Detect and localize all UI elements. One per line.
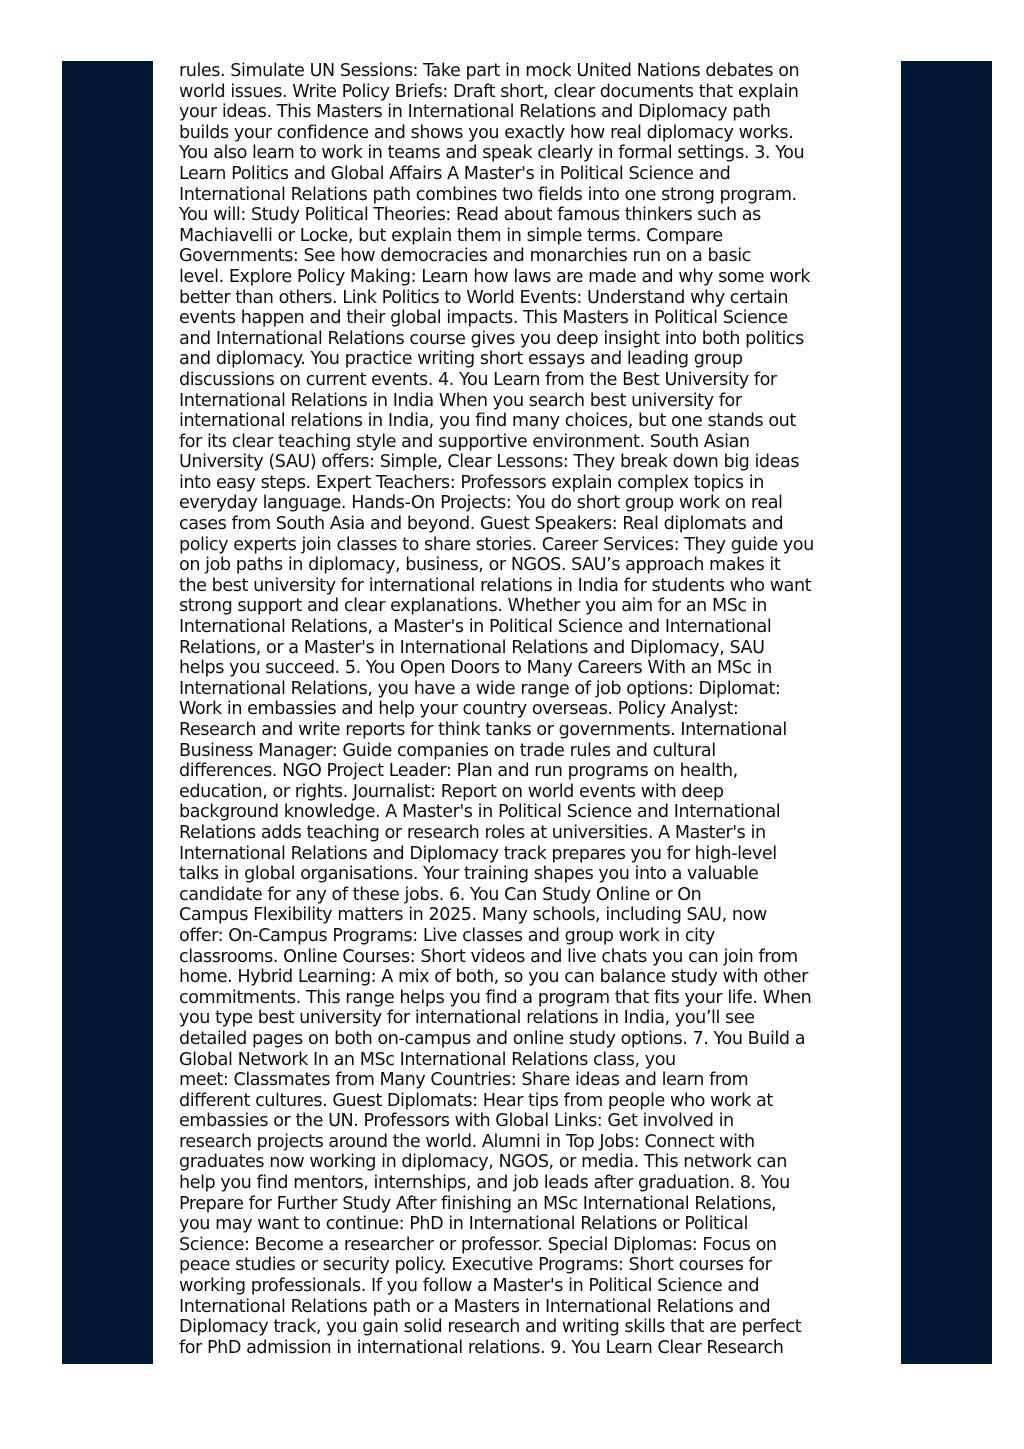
text-line: policy experts join classes to share stories. Career Services: They guide you <box>179 534 814 555</box>
text-line: offer: On-Campus Programs: Live classes and group work in city <box>179 925 715 946</box>
text-line: builds your confidence and shows you exactly how real diplomacy works. <box>179 122 794 143</box>
text-line: different cultures. Guest Diplomats: Hear tips from people who work at <box>179 1090 773 1111</box>
text-line: detailed pages on both on-campus and online study options. 7. You Build a <box>179 1028 806 1049</box>
text-line: International Relations and Diplomacy track prepares you for high-level <box>179 843 777 864</box>
left-navy-bar <box>62 61 153 1364</box>
text-line: commitments. This range helps you find a program that fits your life. When <box>179 987 812 1008</box>
text-line: cases from South Asia and beyond. Guest Speakers: Real diplomats and <box>179 514 784 535</box>
text-line: you type best university for international relations in India, you’ll see <box>179 1008 755 1029</box>
text-line: working professionals. If you follow a Master's in Political Science and <box>179 1276 760 1297</box>
text-line: and International Relations course gives you deep insight into both politics <box>179 328 804 349</box>
text-line: discussions on current events. 4. You Learn from the Best University for <box>179 369 777 390</box>
text-line: Global Network In an MSc International Relations class, you <box>179 1049 676 1070</box>
text-line: everyday language. Hands-On Projects: You do short group work on real <box>179 493 783 514</box>
text-line: world issues. Write Policy Briefs: Draft short, clear documents that explain <box>179 81 799 102</box>
text-line: meet: Classmates from Many Countries: Share ideas and learn from <box>179 1070 749 1091</box>
text-line: rules. Simulate UN Sessions: Take part in mock United Nations debates on <box>179 61 800 81</box>
text-line: home. Hybrid Learning: A mix of both, so you can balance study with other <box>179 967 808 988</box>
text-line: International Relations path or a Masters in International Relations and <box>179 1296 771 1317</box>
text-line: international relations in India, you find many choices, but one stands out <box>179 411 796 432</box>
text-line: Relations, or a Master's in International Relations and Diplomacy, SAU <box>179 637 765 658</box>
text-line: strong support and clear explanations. Whether you aim for an MSc in <box>179 596 767 617</box>
text-line: better than others. Link Politics to World Events: Understand why certain <box>179 287 789 308</box>
text-line: International Relations path combines two fields into one strong program. <box>179 184 797 205</box>
text-line: into easy steps. Expert Teachers: Professors explain complex topics in <box>179 472 764 493</box>
body-text <box>179 61 894 1364</box>
text-line: events happen and their global impacts. This Masters in Political Science <box>179 308 788 329</box>
text-line: Research and write reports for think tanks or governments. International <box>179 720 787 740</box>
right-navy-bar <box>901 61 992 1364</box>
text-line: the best university for international relations in India for students who want <box>179 575 812 596</box>
text-line: helps you succeed. 5. You Open Doors to Many Careers With an MSc in <box>179 658 772 679</box>
text-line: for PhD admission in international relations. 9. You Learn Clear Research <box>179 1337 784 1358</box>
text-line: candidate for any of these jobs. 6. You Can Study Online or On <box>179 884 702 905</box>
text-line: You also learn to work in teams and speak clearly in formal settings. 3. You <box>179 143 805 164</box>
text-line: Governments: See how democracies and monarchies run on a basic <box>179 246 751 267</box>
text-line: Work in embassies and help your country overseas. Policy Analyst: <box>179 699 739 720</box>
text-line: your ideas. This Masters in International Relations and Diplomacy path <box>179 102 771 123</box>
text-line: Relations adds teaching or research roles at universities. A Master's in <box>179 822 766 843</box>
text-line: International Relations, you have a wide range of job options: Diplomat: <box>179 678 781 699</box>
text-line: Business Manager: Guide companies on trade rules and cultural <box>179 740 716 761</box>
text-line: Diplomacy track, you gain solid research and writing skills that are perfect <box>179 1317 802 1338</box>
text-line: University (SAU) offers: Simple, Clear Lessons: They break down big ideas <box>179 452 800 473</box>
text-line: talks in global organisations. Your training shapes you into a valuable <box>179 864 759 885</box>
text-line: graduates now working in diplomacy, NGOS, or media. This network can <box>179 1152 787 1173</box>
text-line: Learn Politics and Global Affairs A Master's in Political Science and <box>179 163 731 184</box>
text-line: differences. NGO Project Leader: Plan and run programs on health, <box>179 761 738 782</box>
text-line: Science: Become a researcher or professor. Special Diplomas: Focus on <box>179 1234 777 1255</box>
text-line: help you find mentors, internships, and job leads after graduation. 8. You <box>179 1173 790 1194</box>
text-line: classrooms. Online Courses: Short videos and live chats you can join from <box>179 946 798 967</box>
text-line: You will: Study Political Theories: Read about famous thinkers such as <box>179 205 761 226</box>
text-line: research projects around the world. Alumni in Top Jobs: Connect with <box>179 1131 755 1152</box>
text-line: embassies or the UN. Professors with Global Links: Get involved in <box>179 1111 734 1132</box>
text-line: Prepare for Further Study After finishing an MSc International Relations, <box>179 1193 777 1214</box>
text-line: Machiavelli or Locke, but explain them in simple terms. Compare <box>179 225 723 246</box>
text-line: on job paths in diplomacy, business, or NGOS. SAU’s approach makes it <box>179 555 781 576</box>
text-line: peace studies or security policy. Executive Programs: Short courses for <box>179 1255 772 1276</box>
text-line: and diplomacy. You practice writing short essays and leading group <box>179 349 743 370</box>
text-line: Campus Flexibility matters in 2025. Many schools, including SAU, now <box>179 905 767 926</box>
text-line: for its clear teaching style and supportive environment. South Asian <box>179 431 750 452</box>
text-line: International Relations, a Master's in Political Science and International <box>179 617 772 638</box>
text-line: International Relations in India When you search best university for <box>179 390 742 411</box>
text-line: education, or rights. Journalist: Report on world events with deep <box>179 781 724 802</box>
text-line: you may want to continue: PhD in International Relations or Political <box>179 1214 748 1235</box>
text-line: level. Explore Policy Making: Learn how laws are made and why some work <box>179 266 811 287</box>
text-line: background knowledge. A Master's in Political Science and International <box>179 802 781 823</box>
